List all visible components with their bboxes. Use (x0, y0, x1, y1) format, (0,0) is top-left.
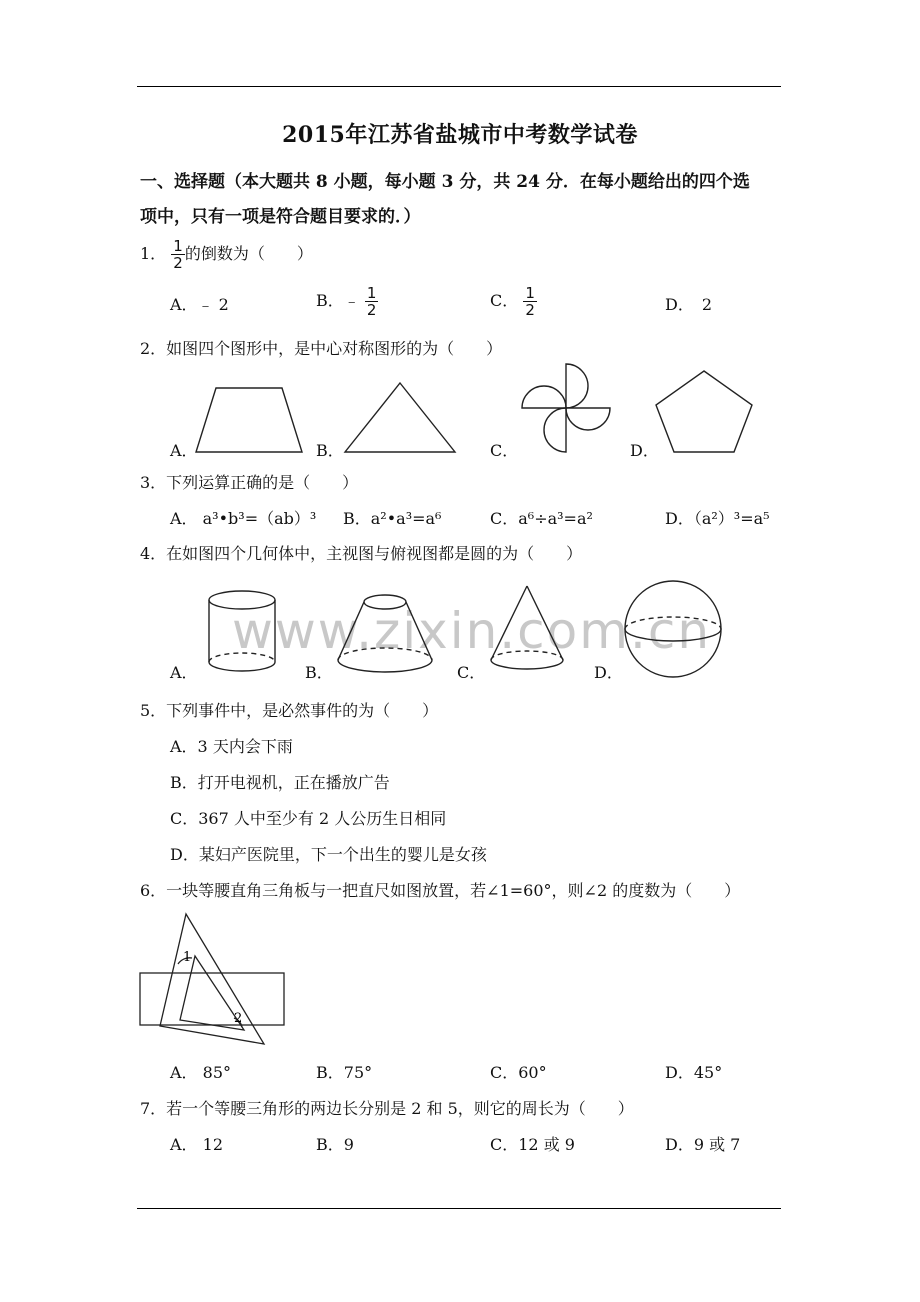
q5-option-a[interactable]: A．3 天内会下雨 (170, 737, 293, 756)
question-1-text: 的倒数为（ ） (184, 244, 313, 263)
q1-option-c[interactable] (490, 285, 537, 318)
q1-option-d[interactable]: D． 2 (665, 295, 713, 314)
q4-option-d[interactable]: D． (594, 663, 623, 682)
fraction-denominator: 2 (525, 301, 535, 319)
q7-option-c[interactable]: C．12 或 9 (490, 1135, 575, 1154)
angle-1-label: 1 (183, 950, 192, 965)
q6-option-c[interactable]: C．60° (490, 1063, 547, 1082)
q3-option-b[interactable]: B．a²•a³=a⁶ (343, 509, 442, 528)
fraction-denominator: 2 (173, 254, 183, 272)
pinwheel-figure (518, 360, 618, 460)
bottom-rule (137, 1208, 781, 1209)
question-7: 7．若一个等腰三角形的两边长分别是 2 和 5，则它的周长为（ ） (140, 1099, 634, 1118)
fraction-numerator: 1 (173, 237, 183, 255)
q4-option-a[interactable]: A． (170, 663, 198, 682)
q5-option-b[interactable]: B．打开电视机，正在播放广告 (170, 773, 390, 792)
q5-option-c[interactable]: C．367 人中至少有 2 人公历生日相同 (170, 809, 447, 828)
question-2: 2．如图四个图形中，是中心对称图形的为（ ） (140, 339, 503, 358)
section-heading-line2: 项中，只有一项是符合题目要求的．） (140, 207, 421, 227)
q1-option-a[interactable]: A．﹣ 2 (170, 295, 229, 314)
question-1-number: 1． (140, 244, 167, 263)
q6-option-d[interactable]: D．45° (665, 1063, 723, 1082)
frustum-figure (334, 590, 438, 680)
q3-option-c[interactable]: C．a⁶÷a³=a² (490, 509, 593, 528)
pentagon-figure (652, 368, 756, 458)
watermark: www.zixin.com.cn (232, 602, 712, 660)
page-title: 2015年江苏省盐城市中考数学试卷 (282, 122, 638, 148)
q7-option-a[interactable]: A． 12 (170, 1135, 224, 1154)
fraction-numerator: 1 (525, 284, 535, 302)
question-1 (140, 238, 313, 271)
q6-option-a[interactable]: A． 85° (170, 1063, 232, 1082)
q5-option-d[interactable]: D．某妇产医院里，下一个出生的婴儿是女孩 (170, 845, 487, 864)
question-3: 3．下列运算正确的是（ ） (140, 473, 359, 492)
angle-2-label: 2 (234, 1011, 243, 1026)
q1-option-b-prefix: B．﹣ (316, 291, 360, 310)
triangle-figure (340, 380, 460, 456)
cylinder-figure (204, 588, 284, 680)
q2-option-c[interactable]: C． (490, 441, 519, 460)
q4-option-c[interactable]: C． (457, 663, 486, 682)
q7-option-b[interactable]: B．9 (316, 1135, 354, 1154)
fraction-denominator: 2 (366, 301, 377, 319)
trapezoid-figure (190, 382, 310, 457)
triangle-ruler-figure (138, 908, 288, 1048)
section-heading-line1: 一、选择题（本大题共 8 小题，每小题 3 分，共 24 分．在每小题给出的四个选 (140, 172, 750, 192)
q6-option-b[interactable]: B．75° (316, 1063, 373, 1082)
fraction-one-half (365, 285, 379, 318)
sphere-figure (622, 578, 726, 682)
q3-option-a[interactable]: A． a³•b³=（ab）³ (170, 509, 317, 528)
cone-figure (486, 582, 570, 678)
fraction-numerator: 1 (366, 284, 377, 302)
q4-option-b[interactable]: B． (305, 663, 333, 682)
question-5: 5．下列事件中，是必然事件的为（ ） (140, 701, 439, 720)
top-rule (137, 86, 781, 87)
q2-option-a[interactable]: A． (170, 441, 198, 460)
q1-option-c-prefix: C． (490, 291, 519, 310)
q2-option-b[interactable]: B． (316, 441, 344, 460)
q3-option-d[interactable]: D．（a²）³=a⁵ (665, 509, 770, 528)
question-6: 6．一块等腰直角三角板与一把直尺如图放置，若∠1=60°，则∠2 的度数为（ ） (140, 881, 741, 900)
q2-option-d[interactable]: D． (630, 441, 659, 460)
fraction-one-half (523, 285, 537, 318)
question-4: 4．在如图四个几何体中，主视图与俯视图都是圆的为（ ） (140, 544, 583, 563)
q1-option-b[interactable] (316, 285, 378, 318)
fraction-one-half (171, 238, 185, 271)
q7-option-d[interactable]: D．9 或 7 (665, 1135, 741, 1154)
